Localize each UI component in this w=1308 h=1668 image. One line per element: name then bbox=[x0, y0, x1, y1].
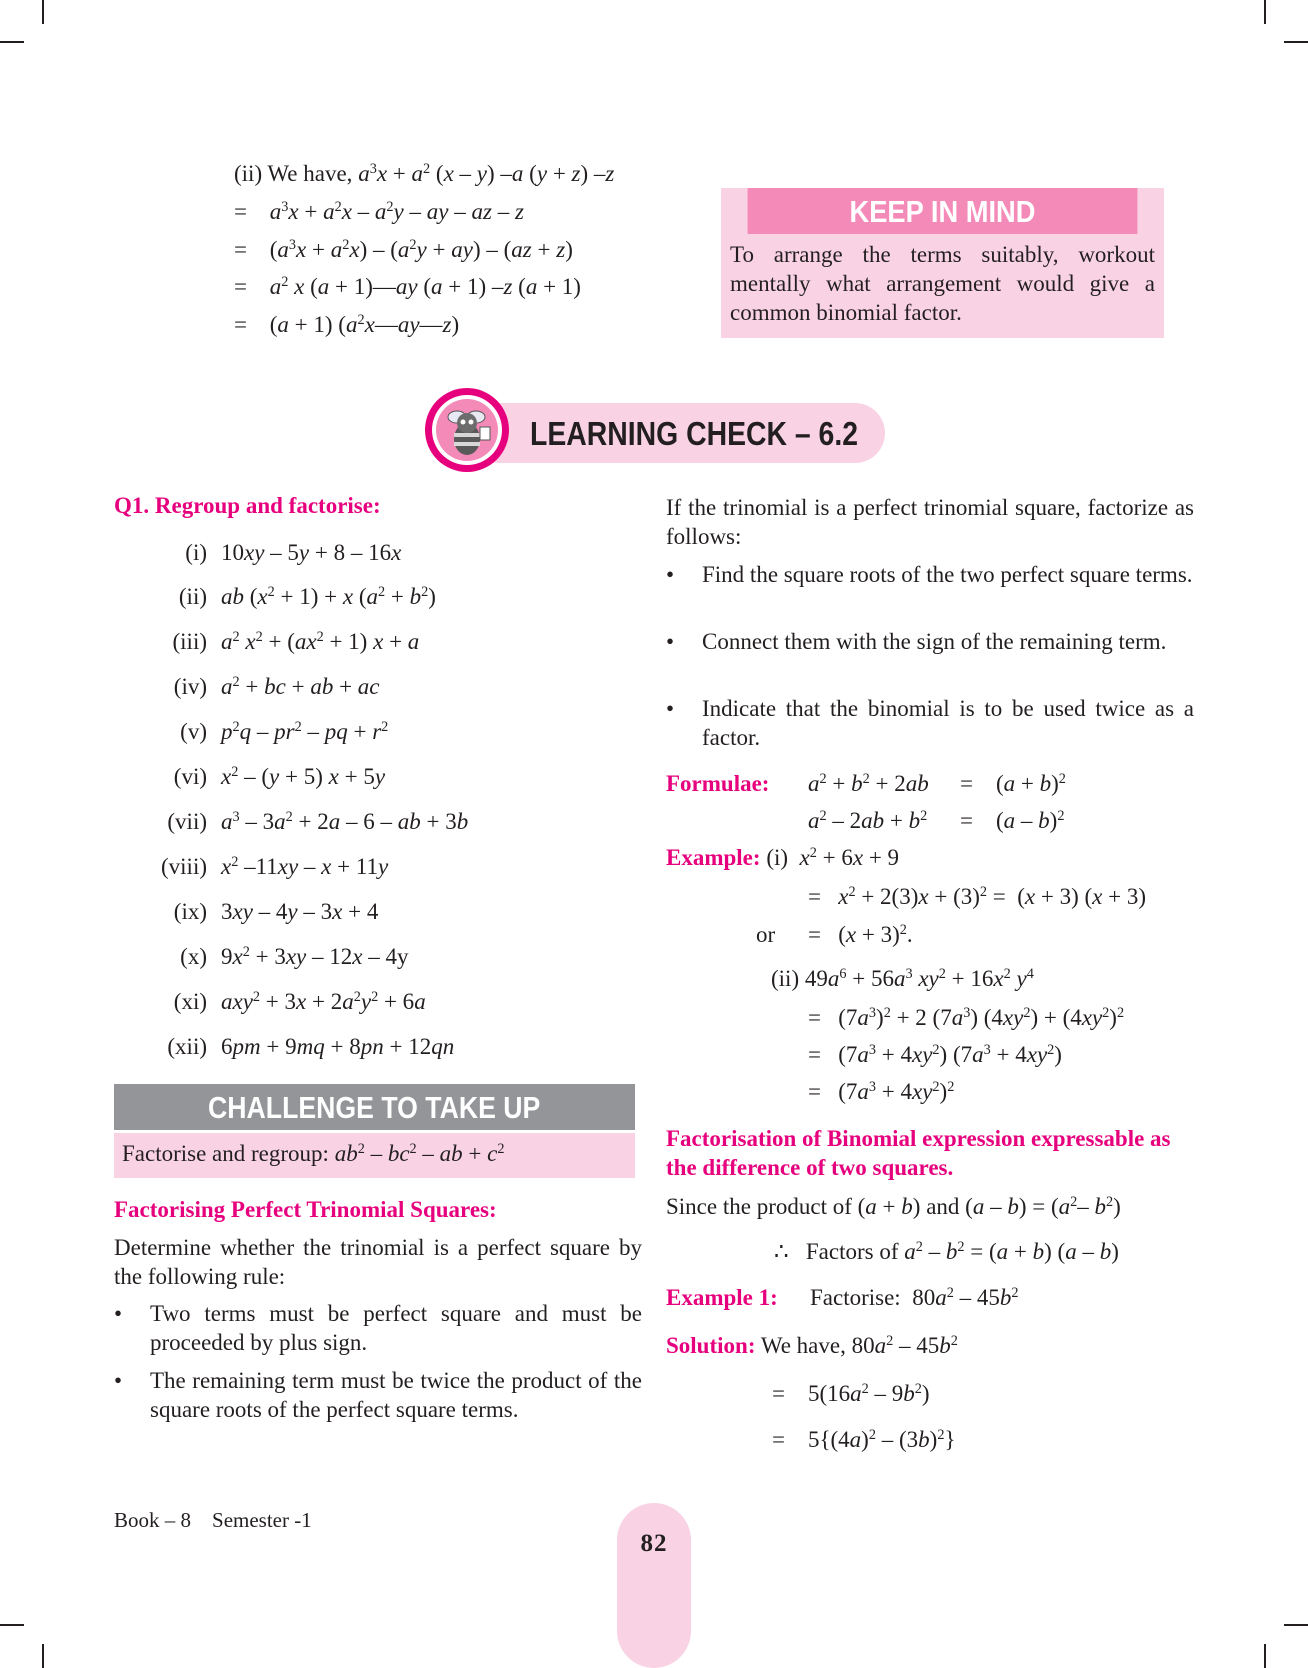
q1-item: (i) 10xy – 5y + 8 – 16x bbox=[185, 540, 402, 565]
formula-2: $a^2 - 2ab + b^2$ bbox=[808, 808, 928, 833]
q1-item: (vi) $x^2 - (y + 5) x + 5y$ bbox=[173, 764, 386, 789]
bee-mascot-icon bbox=[424, 387, 510, 473]
learning-check-title: LEARNING CHECK – 6.2 bbox=[530, 415, 859, 452]
formula-2-rhs: = (a – b)$^2$ bbox=[960, 808, 1065, 833]
working-line-1: (ii) We have, $a^3x + a^2$ (x – y) –a (y + z) –z bbox=[234, 161, 615, 186]
working-line-5: = (a + 1) $(a^2x—ay—z)$ bbox=[234, 312, 460, 337]
working-line-4: = $a^2$ x (a + 1)—ay (a + 1) –z (a + 1) bbox=[234, 274, 581, 299]
footer-book-info: Book – 8 Semester -1 bbox=[114, 1508, 312, 1532]
page-number: 82 bbox=[640, 1530, 668, 1557]
right-bullet: • Connect them with the sign of the remaining term. bbox=[666, 629, 1167, 654]
q1-item: (ix) 3xy – 4y – 3x + 4 bbox=[173, 899, 379, 924]
solution-step-1: = $5(16a^2 - 9b^2)$ bbox=[772, 1381, 930, 1406]
keep-in-mind-box bbox=[721, 188, 1164, 338]
example1-label: Example 1: bbox=[666, 1285, 778, 1310]
working-line-2: = $a^3x + a^2x - a^2y$ – ay – az – z bbox=[234, 199, 524, 224]
crop-mark bbox=[1284, 41, 1308, 43]
perfect-trinomial-bullet: • Two terms must be perfect square and must be proceeded by plus sign. bbox=[114, 1301, 642, 1355]
formula-1: $a^2 + b^2 + 2ab$ bbox=[808, 771, 929, 796]
q1-item: (iv) $a^2$ + bc + ab + ac bbox=[173, 674, 380, 699]
challenge-title: CHALLENGE TO TAKE UP bbox=[114, 1084, 635, 1130]
example-ii-step-1: = $(7a^3)^2 + 2$ $(7a^3) (4xy^2) + (4xy^2)^2$ bbox=[808, 1005, 1125, 1030]
q1-item: (vii) $a^3 - 3a^2 + 2a - 6$ – ab + 3b bbox=[167, 809, 469, 834]
example-i: Example: (i) $x^2 + 6x + 9$ bbox=[666, 845, 900, 870]
example-ii-step-3: = $(7a^3 + 4xy^2)^2$ bbox=[808, 1079, 955, 1104]
or-label: or bbox=[756, 922, 776, 947]
perfect-trinomial-intro: Determine whether the trinomial is a perfect square by the following rule: bbox=[114, 1235, 642, 1289]
q1-item: (viii) $x^2$ –11xy – x + 11y bbox=[161, 854, 389, 879]
crop-mark bbox=[42, 0, 44, 24]
example-i-step-2: = $(x + 3)^2$. bbox=[808, 922, 913, 947]
solution-step-2: = $5\{(4a)^2 - (3b)^2\}$ bbox=[772, 1427, 956, 1452]
crop-mark bbox=[42, 1644, 44, 1668]
keep-in-mind-text: To arrange the terms suitably, workout mentally what arrangement would give a common binomial factor. bbox=[730, 242, 1155, 325]
crop-mark bbox=[1264, 0, 1266, 24]
example1-text: Factorise: $80a^2 - 45b^2$ bbox=[810, 1285, 1019, 1310]
crop-mark bbox=[1264, 1644, 1266, 1668]
perfect-trinomial-bullet: • The remaining term must be twice the product of the square roots of the perfect square terms. bbox=[114, 1368, 642, 1422]
q1-item: (x) $9x^2 + 3xy - 12x - 4y$ bbox=[180, 944, 409, 969]
since-line: Since the product of (a + b) and $(a - b) = (a^2-$ $b^2$) bbox=[666, 1194, 1121, 1219]
q1-heading: Q1. Regroup and factorise: bbox=[114, 493, 381, 518]
crop-mark bbox=[0, 41, 24, 43]
binomial-heading: Factorisation of Binomial expression expressable as the difference of two squares. bbox=[666, 1126, 1171, 1180]
formulae-label: Formulae: bbox=[666, 771, 770, 796]
q1-item: (iii) $a^2$ $x^2 + (ax^2 + 1) x + a$ bbox=[172, 629, 420, 654]
q1-item: (v) $p^2q - pr^2$ – pq + $r^2$ bbox=[180, 719, 389, 744]
page-number-tab bbox=[617, 1503, 691, 1668]
factors-line: ∴ Factors of $a^2 - b^2 = (a + b)$ (a – b) bbox=[774, 1239, 1119, 1264]
example-ii-step-2: = $(7a^3 + 4xy^2) (7a^3 + 4xy^2)$ bbox=[808, 1042, 1062, 1067]
solution-line: Solution: We have, $80a^2 - 45b^2$ bbox=[666, 1333, 958, 1358]
working-line-3: = $(a^3x + a^2x) - (a^2y + ay) - (az + z)$ bbox=[234, 237, 573, 262]
q1-item: (xi) $axy^2 + 3x + 2a^2y^2 + 6a$ bbox=[173, 989, 426, 1014]
crop-mark bbox=[1284, 1624, 1308, 1626]
q1-item: (ii) ab $(x^2 + 1) + x$ $(a^2 + b^2)$ bbox=[178, 584, 436, 609]
crop-mark bbox=[0, 1624, 24, 1626]
example-ii: (ii) $49a^6 + 56a^3$ $xy^2 + 16x^2$ $y^4$ bbox=[771, 966, 1034, 991]
right-bullet: • Indicate that the binomial is to be used twice as a factor. bbox=[666, 696, 1194, 750]
challenge-text: Factorise and regroup: $ab^2 - bc^2$ – ab + $c^2$ bbox=[114, 1133, 635, 1178]
keep-in-mind-title: KEEP IN MIND bbox=[748, 188, 1138, 234]
example-i-step-1: = $x^2 + 2(3)x + (3)^2 = (x + 3) (x + 3)$ bbox=[808, 884, 1147, 909]
q1-item: (xii) 6pm + 9mq + 8pn + 12qn bbox=[167, 1034, 455, 1059]
right-bullet: • Find the square roots of the two perfect square terms. bbox=[666, 562, 1193, 587]
perfect-trinomial-heading: Factorising Perfect Trinomial Squares: bbox=[114, 1197, 497, 1222]
formula-1-rhs: = $(a + b)^2$ bbox=[960, 771, 1066, 796]
right-intro: If the trinomial is a perfect trinomial square, factorize as follows: bbox=[666, 495, 1194, 549]
